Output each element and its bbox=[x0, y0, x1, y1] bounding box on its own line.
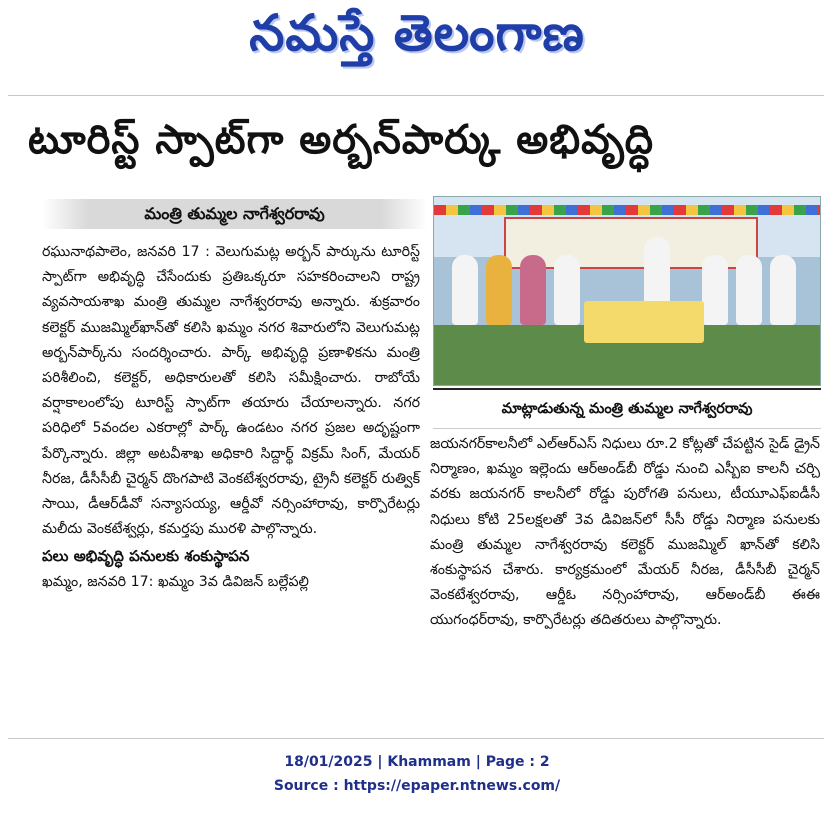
photo-caption: మాట్లాడుతున్న మంత్రి తుమ్మల నాగేశ్వరరావు bbox=[433, 388, 821, 429]
right-paragraph: జయనగర్‌కాలనీలో ఎల్‌ఆర్‌ఎస్ నిధులు రూ.2 కోట్లతో చేపట్టిన సైడ్ డ్రైన్ నిర్మాణం, ఖమ్మం ఇల్లెందు ఆర్అండ్‌బీ రోడ్డు నుంచి ఎస్బీఐ కాలనీ చర్చి వరకు జయనగర్ కాలనీలో రోడ్డు పురోగతి పనులు, టీయూఎఫ్‌ఐడీసీ నిధులు కోటి 25లక్షలతో 3వ డివిజన్‌లో సీసీ రోడ్డు నిర్మాణ పనులకు మంత్రి తుమ్మల నాగేశ్వరరావు కలెక్టర్ ముజమ్మిల్ ఖాన్‌తో కలిసి శంకుస్థాపన చేశారు. కార్యక్రమంలో మేయర్ నీరజ, డీసీసీబీ చైర్మన్ వెంకటేశ్వరరావు, ఆర్డీఓ నర్సింహారావు, ఆర్అండ్‌బీ ఈఈ యుగంధర్‌రావు, కార్పొరేటర్లు తదితరులు పాల్గొన్నారు. bbox=[430, 436, 820, 629]
page-footer bbox=[0, 750, 834, 798]
event-photo bbox=[433, 196, 821, 386]
photo-table bbox=[584, 301, 704, 343]
left-column bbox=[42, 240, 420, 595]
photo-person bbox=[486, 255, 512, 325]
photo-person bbox=[770, 255, 796, 325]
photo-person bbox=[702, 255, 728, 325]
article-headline: టూరిస్ట్ స్పాట్‌గా అర్బన్‌పార్కు అభివృద్ధి bbox=[28, 117, 655, 163]
photo-person bbox=[736, 255, 762, 325]
newspaper-logo: నమస్తే తెలంగాణ bbox=[249, 4, 585, 62]
right-column bbox=[430, 432, 820, 634]
photo-bunting bbox=[434, 205, 820, 215]
left-paragraph: రఘునాథపాలెం, జనవరి 17 : వెలుగుమట్ల అర్బన్ పార్కును టూరిస్ట్ స్పాట్‌గా అభివృద్ధి చేసేందుకు ప్రతిఒక్కరూ సహకరించాలని రాష్ట్ర వ్యవసాయశాఖ మంత్రి తుమ్మల నాగేశ్వరరావు అన్నారు. శుక్రవారం కలెక్టర్ ముజమ్మిల్‌ఖాన్‌తో కలిసి ఖమ్మం నగర శివారులోని వెలుగుమట్ల అర్బన్‌పార్క్‌ను సందర్శించారు. పార్క్ అభివృద్ధి ప్రణాళికను మంత్రి పరిశీలించి, కలెక్టర్, అధికారులతో కలిసి సమీక్షించారు. రాబోయే వర్షాకాలంలోపు టూరిస్ట్ స్పాట్‌గా తయారు చేయాలన్నారు. నగర పరిధిలో 5వందల ఎకరాల్లో పార్క్ ఉండటం నగర ప్రజల అదృష్టంగా పేర్కొన్నారు. జిల్లా అటవీశాఖ అధికారి సిద్దార్థ్ విక్రమ్ సింగ్, మేయర్ నీరజ, డీసీసీబీ చైర్మన్ దొంగపాటి వెంకటేశ్వరరావు, ట్రైనీ కలెక్టర్ రుత్విక్ సాయి, డీఆర్‌డీవో సన్యాసయ్య, ఆర్డీవో నర్సింహారావు, కార్పొరేటర్లు మలీదు వెంకటేశ్వర్లు, కమర్తపు మురళి పాల్గొన్నారు. bbox=[42, 244, 420, 538]
photo-person bbox=[452, 255, 478, 325]
footer-date-page: 18/01/2025 | Khammam | Page : 2 bbox=[284, 754, 550, 770]
section-subheading: పలు అభివృద్ధి పనులకు శంకుస్థాపన bbox=[42, 547, 250, 566]
photo-person bbox=[520, 255, 546, 325]
left-paragraph-2: ఖమ్మం, జనవరి 17: ఖమ్మం 3వ డివిజన్ బల్లేపల్లి bbox=[42, 573, 309, 590]
photo-person bbox=[554, 255, 580, 325]
masthead bbox=[0, 0, 834, 96]
footer-source: Source : https://epaper.ntnews.com/ bbox=[273, 778, 561, 794]
article-subhead: మంత్రి తుమ్మల నాగేశ్వరరావు bbox=[42, 199, 427, 229]
